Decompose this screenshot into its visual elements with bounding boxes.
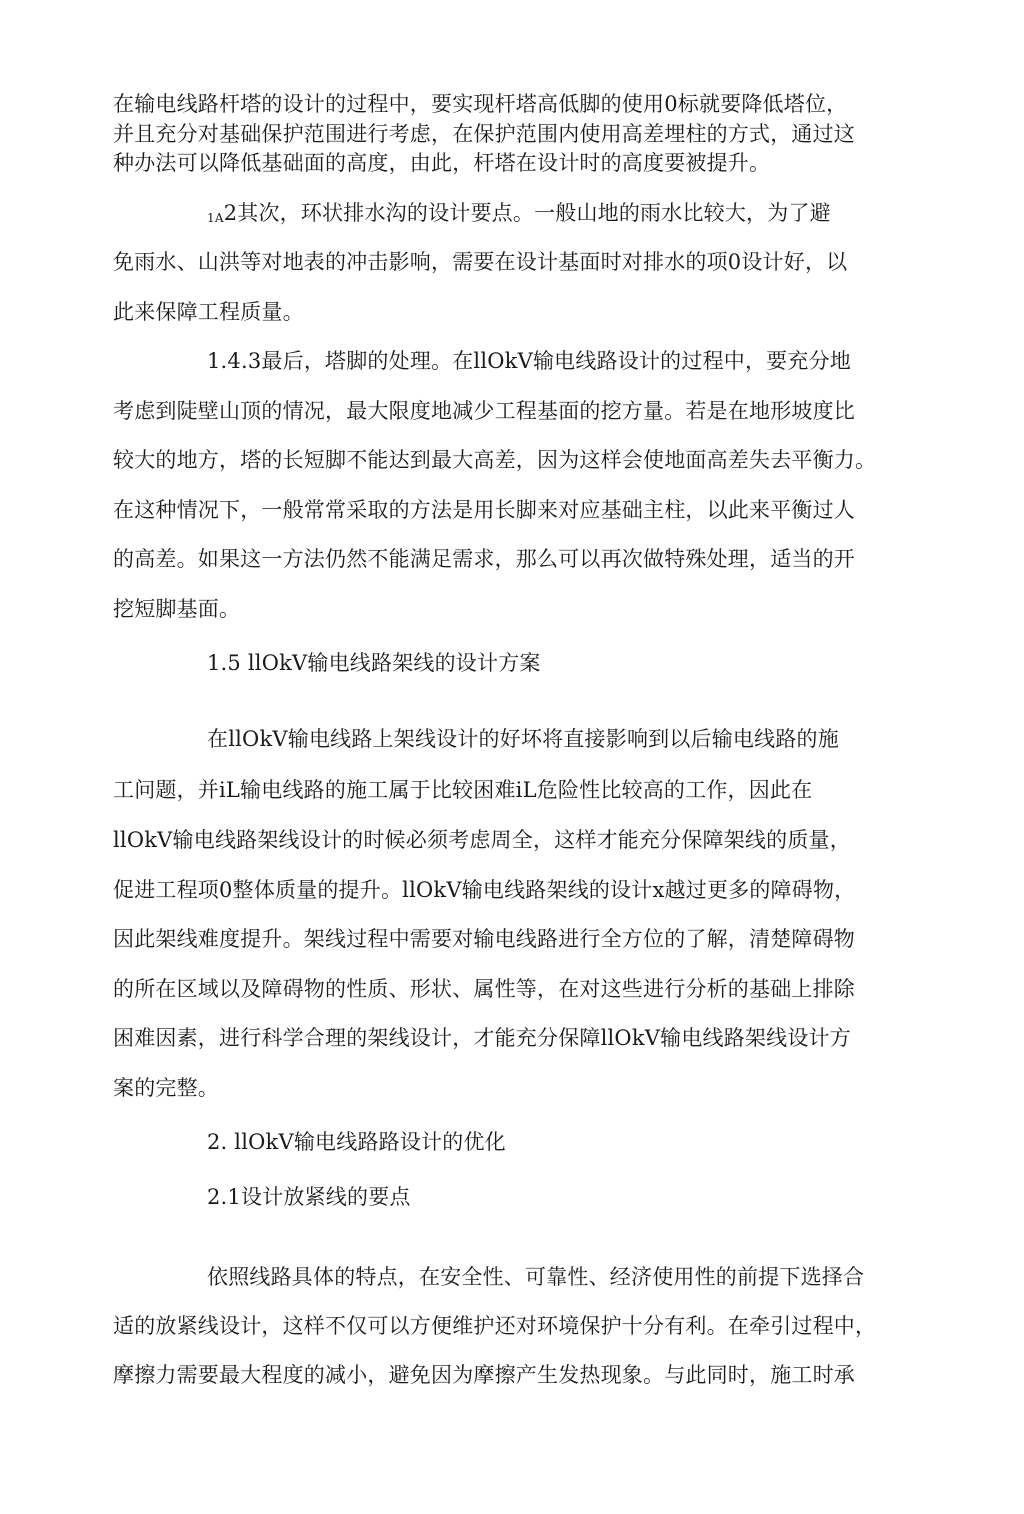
paragraph-3-line-6: 挖短脚基面。 [113, 597, 241, 621]
paragraph-4-line-2: 工问题，并iL输电线路的施工属于比较困难iL危险性比较高的工作，因此在 [113, 778, 813, 802]
paragraph-4-line-3: llOkV输电线路架线设计的时候必须考虑周全，这样才能充分保障架线的质量， [113, 828, 851, 852]
paragraph-5-line-1: 依照线路具体的特点，在安全性、可靠性、经济使用性的前提下选择合 [207, 1265, 865, 1289]
paragraph-4-line-5: 因此架线难度提升。架线过程中需要对输电线路进行全方位的了解，清楚障碍物 [113, 927, 855, 951]
paragraph-4-line-1: 在llOkV输电线路上架线设计的好坏将直接影响到以后输电线路的施 [207, 727, 839, 751]
paragraph-3-line-3: 较大的地方，塔的长短脚不能达到最大高差，因为这样会使地面高差失去平衡力。 [113, 448, 877, 472]
paragraph-2-line-1-text: 2其次，环状排水沟的设计要点。一般山地的雨水比较大，为了避 [223, 201, 831, 225]
paragraph-2-line-3: 此来保障工程质量。 [113, 300, 304, 324]
paragraph-1-line-1: 在输电线路杆塔的设计的过程中，要实现杆塔高低脚的使用0标就要降低塔位， [113, 92, 848, 116]
paragraph-3-line-2: 考虑到陡壁山顶的情况，最大限度地减少工程基面的挖方量。若是在地形坡度比 [113, 399, 855, 423]
paragraph-4-line-6: 的所在区域以及障碍物的性质、形状、属性等，在对这些进行分析的基础上排除 [113, 977, 855, 1001]
paragraph-3-line-5: 的高差。如果这一方法仍然不能满足需求，那么可以再次做特殊处理，适当的开 [113, 547, 855, 571]
paragraph-1-line-3: 种办法可以降低基础面的高度，由此，杆塔在设计时的高度要被提升。 [113, 151, 771, 175]
paragraph-4-line-4: 促进工程项0整体质量的提升。llOkV输电线路架线的设计x越过更多的障碍物， [113, 878, 856, 902]
paragraph-2-line-2: 免雨水、山洪等对地表的冲击影响，需要在设计基面时对排水的项0设计好，以 [113, 250, 848, 274]
section-heading-2: 2. llOkV输电线路路设计的优化 [207, 1130, 506, 1154]
paragraph-4-line-7: 困难因素，进行科学合理的架线设计，才能充分保障llOkV输电线路架线设计方 [113, 1026, 851, 1050]
paragraph-1-line-2: 并且充分对基础保护范围进行考虑，在保护范围内使用高差埋柱的方式，通过这 [113, 122, 855, 146]
paragraph-4-line-8: 案的完整。 [113, 1076, 219, 1100]
section-heading-2-1: 2.1设计放紧线的要点 [207, 1185, 411, 1209]
paragraph-2-line-1 [207, 199, 831, 232]
paragraph-3-line-4: 在这种情况下，一般常常采取的方法是用长脚来对应基础主柱，以此来平衡过人 [113, 498, 855, 522]
section-heading-1-5: 1.5 llOkV输电线路架线的设计方案 [207, 651, 541, 675]
subscript-marker: 1A [207, 211, 224, 225]
paragraph-5-line-2: 适的放紧线设计，这样不仅可以方便维护还对环境保护十分有利。在牵引过程中， [113, 1314, 877, 1338]
paragraph-5-line-3: 摩擦力需要最大程度的减小，避免因为摩擦产生发热现象。与此同时，施工时承 [113, 1363, 855, 1387]
paragraph-3-line-1: 1.4.3最后，塔脚的处理。在llOkV输电线路设计的过程中，要充分地 [207, 349, 851, 373]
